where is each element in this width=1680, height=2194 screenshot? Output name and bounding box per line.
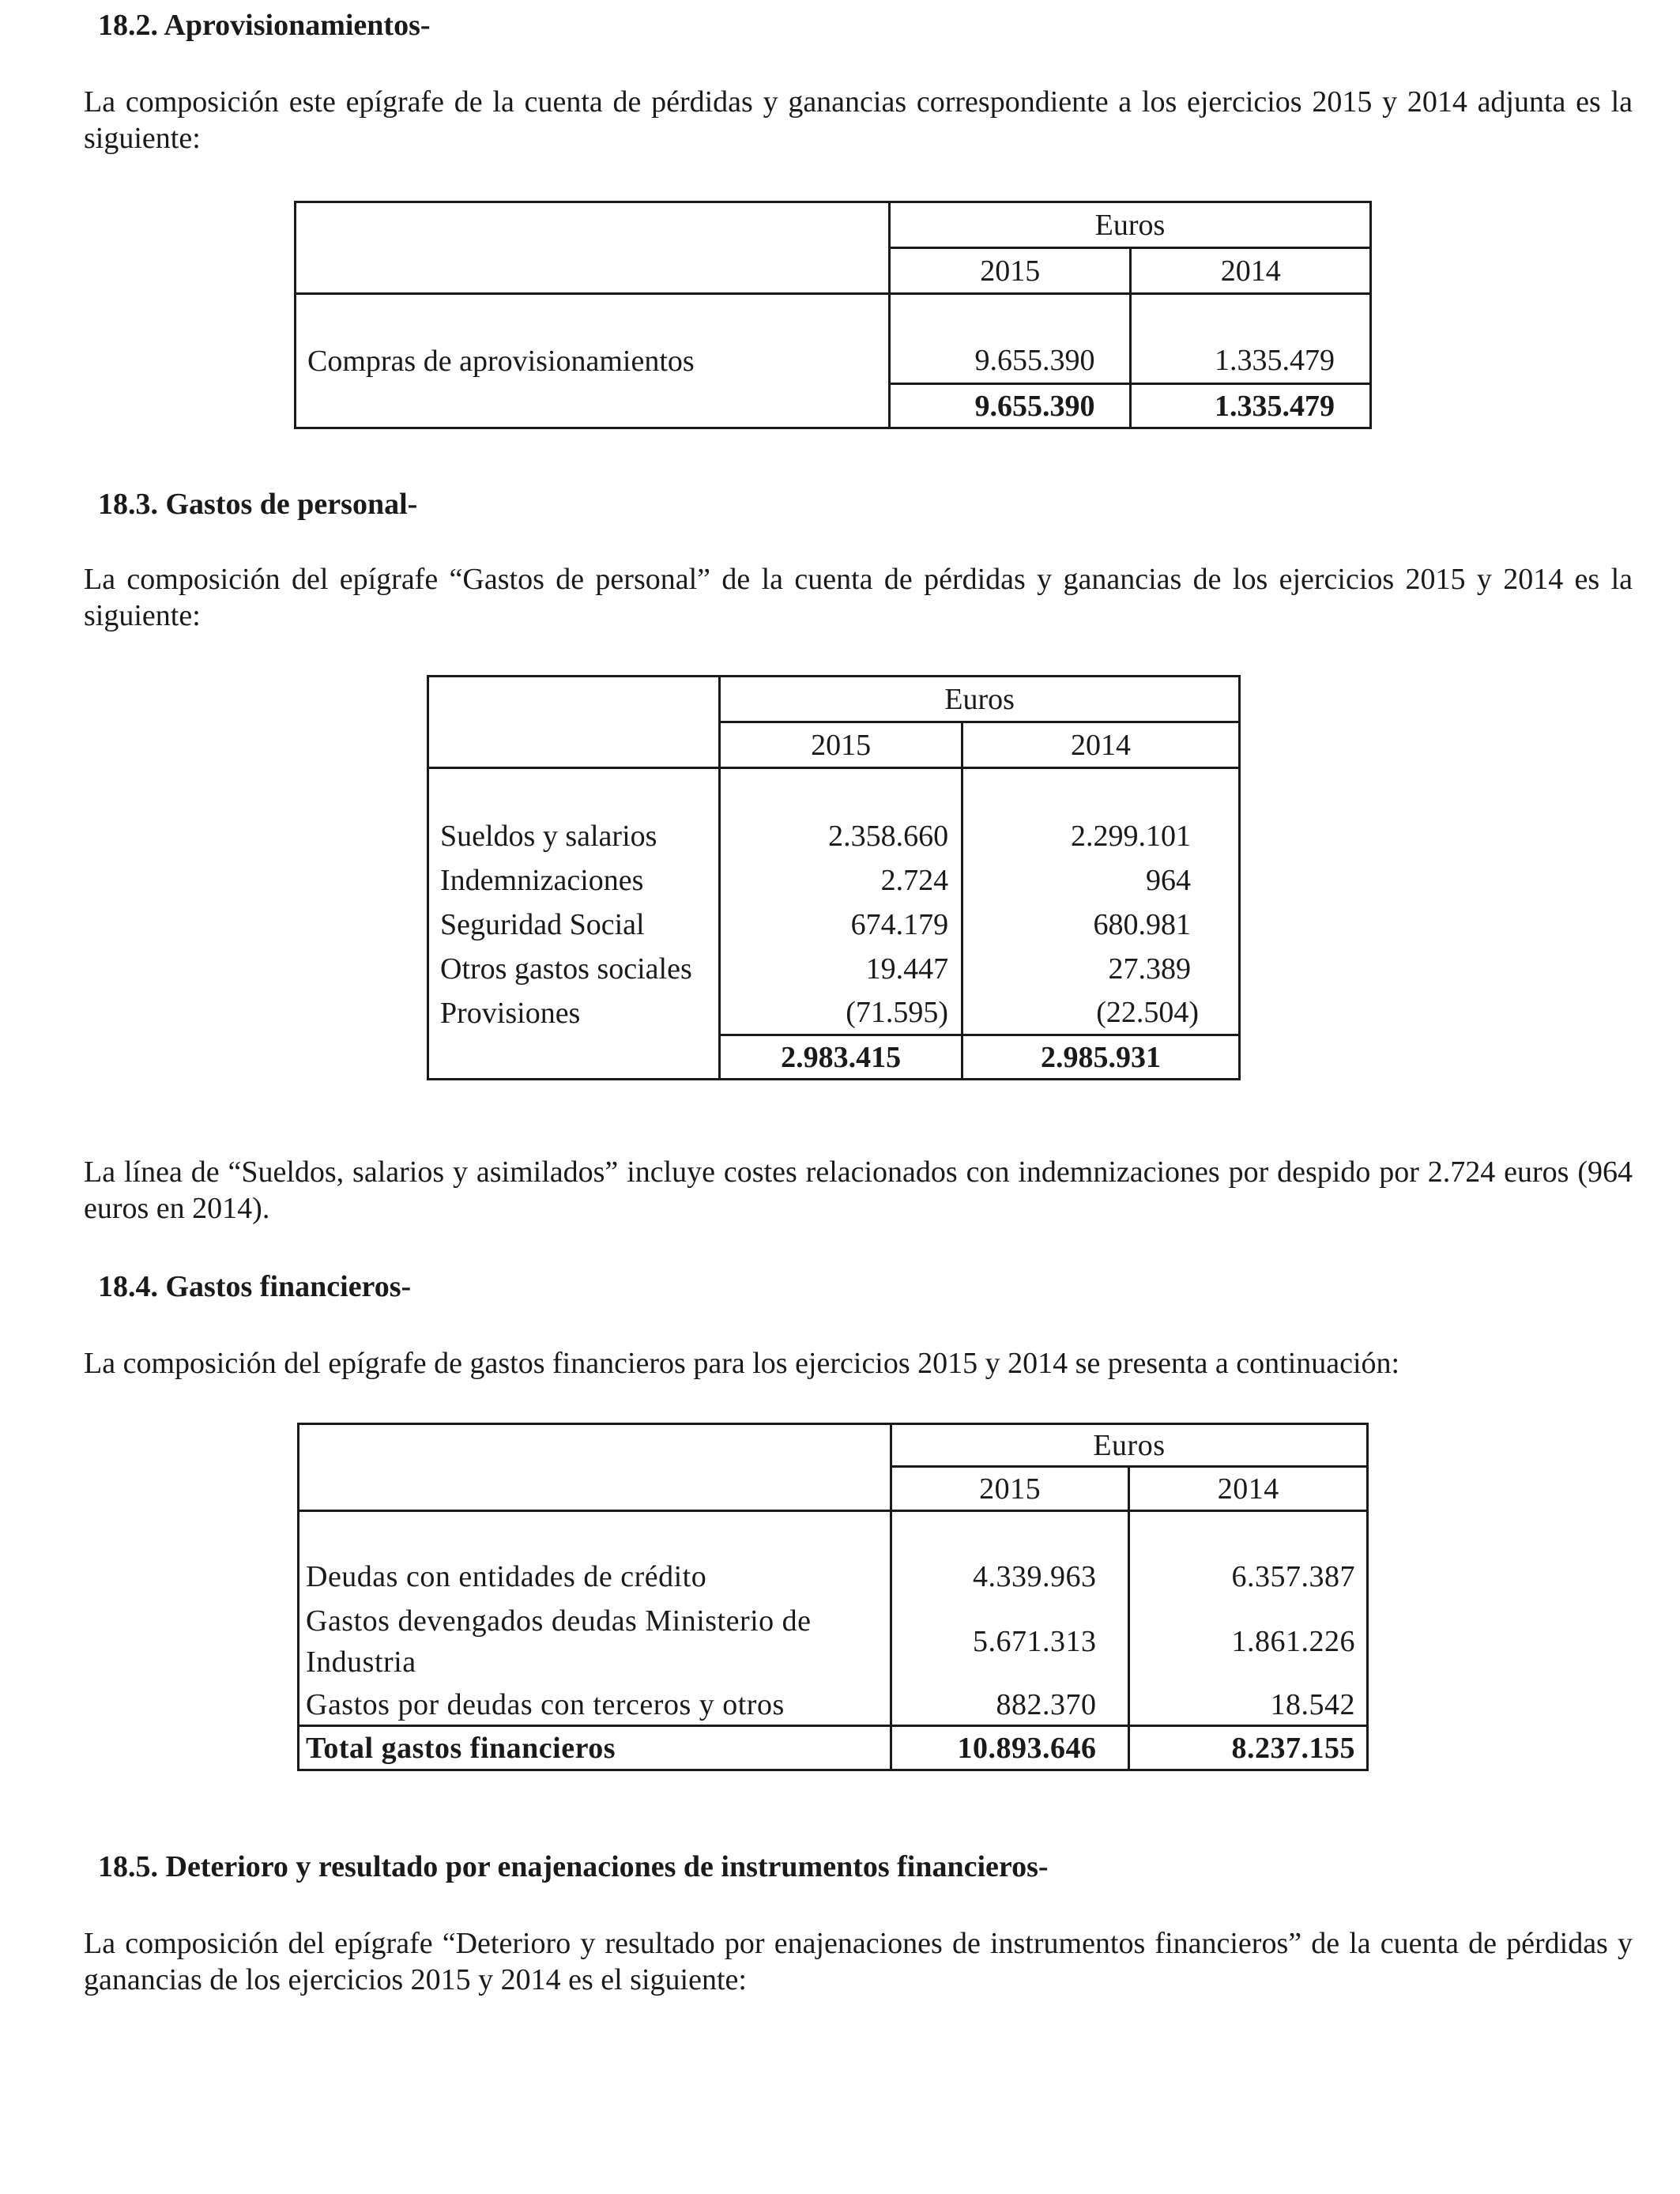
table-header-blank <box>428 722 720 768</box>
value-2014: 2.299.101 <box>962 814 1240 858</box>
value-2015: 2.724 <box>720 858 962 903</box>
value-2014: 1.861.226 <box>1129 1598 1368 1685</box>
currency-header: Euros <box>889 202 1370 248</box>
table-header-blank <box>296 202 890 248</box>
value-2014: (22.504) <box>962 991 1240 1035</box>
table-header-blank <box>296 248 890 294</box>
table-total-row <box>299 1726 1368 1770</box>
table-row <box>428 814 1240 858</box>
currency-header: Euros <box>891 1424 1367 1467</box>
table-row <box>299 1598 1368 1685</box>
table-gastos-personal <box>427 675 1241 1080</box>
row-label: Otros gastos sociales <box>428 947 720 991</box>
value-2015: 19.447 <box>720 947 962 991</box>
row-label: Provisiones <box>428 991 720 1035</box>
year-header: 2015 <box>891 1467 1129 1511</box>
table-header-blank <box>299 1467 891 1511</box>
year-header: 2014 <box>1129 1467 1368 1511</box>
total-2015: 10.893.646 <box>891 1726 1129 1770</box>
row-label: Seguridad Social <box>428 903 720 947</box>
section-paragraph-18-5: La composición del epígrafe “Deterioro y resultado por enajenaciones de instrumentos financieros” de la cuenta de pérdidas y ganancias de los ejercicios 2015 y 2014 es el siguiente: <box>84 1927 1633 1996</box>
table-row <box>428 947 1240 991</box>
table-header-blank <box>428 677 720 722</box>
value-2015: 4.339.963 <box>891 1555 1129 1598</box>
total-label <box>428 1035 720 1080</box>
row-label: Indemnizaciones <box>428 858 720 903</box>
total-label: Total gastos financieros <box>299 1726 891 1770</box>
value-2015: 674.179 <box>720 903 962 947</box>
value-2014: 964 <box>962 858 1240 903</box>
value-2014: 1.335.479 <box>1131 338 1371 384</box>
year-header: 2015 <box>720 722 962 768</box>
row-label: Deudas con entidades de crédito <box>299 1555 891 1598</box>
table-row <box>299 1685 1368 1726</box>
value-2015: 5.671.313 <box>891 1598 1129 1685</box>
section-heading-18-4: 18.4. Gastos financieros- <box>98 1270 412 1303</box>
total-2015: 2.983.415 <box>720 1035 962 1080</box>
table-row <box>299 1555 1368 1598</box>
table-aprovisionamientos <box>294 201 1372 429</box>
total-label <box>296 384 890 428</box>
value-2015: 9.655.390 <box>889 338 1131 384</box>
year-header: 2015 <box>889 248 1131 294</box>
value-2015: 882.370 <box>891 1685 1129 1726</box>
total-2014: 2.985.931 <box>962 1035 1240 1080</box>
total-2014: 8.237.155 <box>1129 1726 1368 1770</box>
total-2014: 1.335.479 <box>1131 384 1371 428</box>
table-row <box>296 338 1371 384</box>
table-row <box>428 903 1240 947</box>
section-heading-18-5: 18.5. Deterioro y resultado por enajenaciones de instrumentos financieros- <box>98 1850 1049 1883</box>
row-label: Compras de aprovisionamientos <box>296 338 890 384</box>
table-header-blank <box>299 1424 891 1467</box>
currency-header: Euros <box>720 677 1240 722</box>
section-paragraph-18-2: La composición este epígrafe de la cuenta de pérdidas y ganancias correspondiente a los ejercicios 2015 y 2014 adjunta es la siguiente: <box>84 85 1633 155</box>
year-header: 2014 <box>962 722 1240 768</box>
table-row <box>428 991 1240 1035</box>
table-total-row <box>296 384 1371 428</box>
section-note-18-3: La línea de “Sueldos, salarios y asimilados” incluye costes relacionados con indemnizaciones por despido por 2.724 euros (964 euros en 2014). <box>84 1155 1633 1225</box>
table-row <box>428 858 1240 903</box>
value-2014: 27.389 <box>962 947 1240 991</box>
table-gastos-financieros <box>297 1423 1369 1771</box>
value-2015: (71.595) <box>720 991 962 1035</box>
row-label: Gastos devengados deudas Ministerio de Industria <box>299 1598 891 1685</box>
section-paragraph-18-3: La composición del epígrafe “Gastos de personal” de la cuenta de pérdidas y ganancias de los ejercicios 2015 y 2014 es la siguiente: <box>84 563 1633 632</box>
value-2014: 18.542 <box>1129 1685 1368 1726</box>
total-2015: 9.655.390 <box>889 384 1131 428</box>
row-label: Sueldos y salarios <box>428 814 720 858</box>
section-heading-18-3: 18.3. Gastos de personal- <box>98 488 418 521</box>
section-heading-18-2: 18.2. Aprovisionamientos- <box>98 9 431 42</box>
value-2014: 680.981 <box>962 903 1240 947</box>
table-total-row <box>428 1035 1240 1080</box>
value-2015: 2.358.660 <box>720 814 962 858</box>
section-paragraph-18-4: La composición del epígrafe de gastos financieros para los ejercicios 2015 y 2014 se presenta a continuación: <box>84 1347 1400 1380</box>
year-header: 2014 <box>1131 248 1371 294</box>
row-label: Gastos por deudas con terceros y otros <box>299 1685 891 1726</box>
value-2014: 6.357.387 <box>1129 1555 1368 1598</box>
